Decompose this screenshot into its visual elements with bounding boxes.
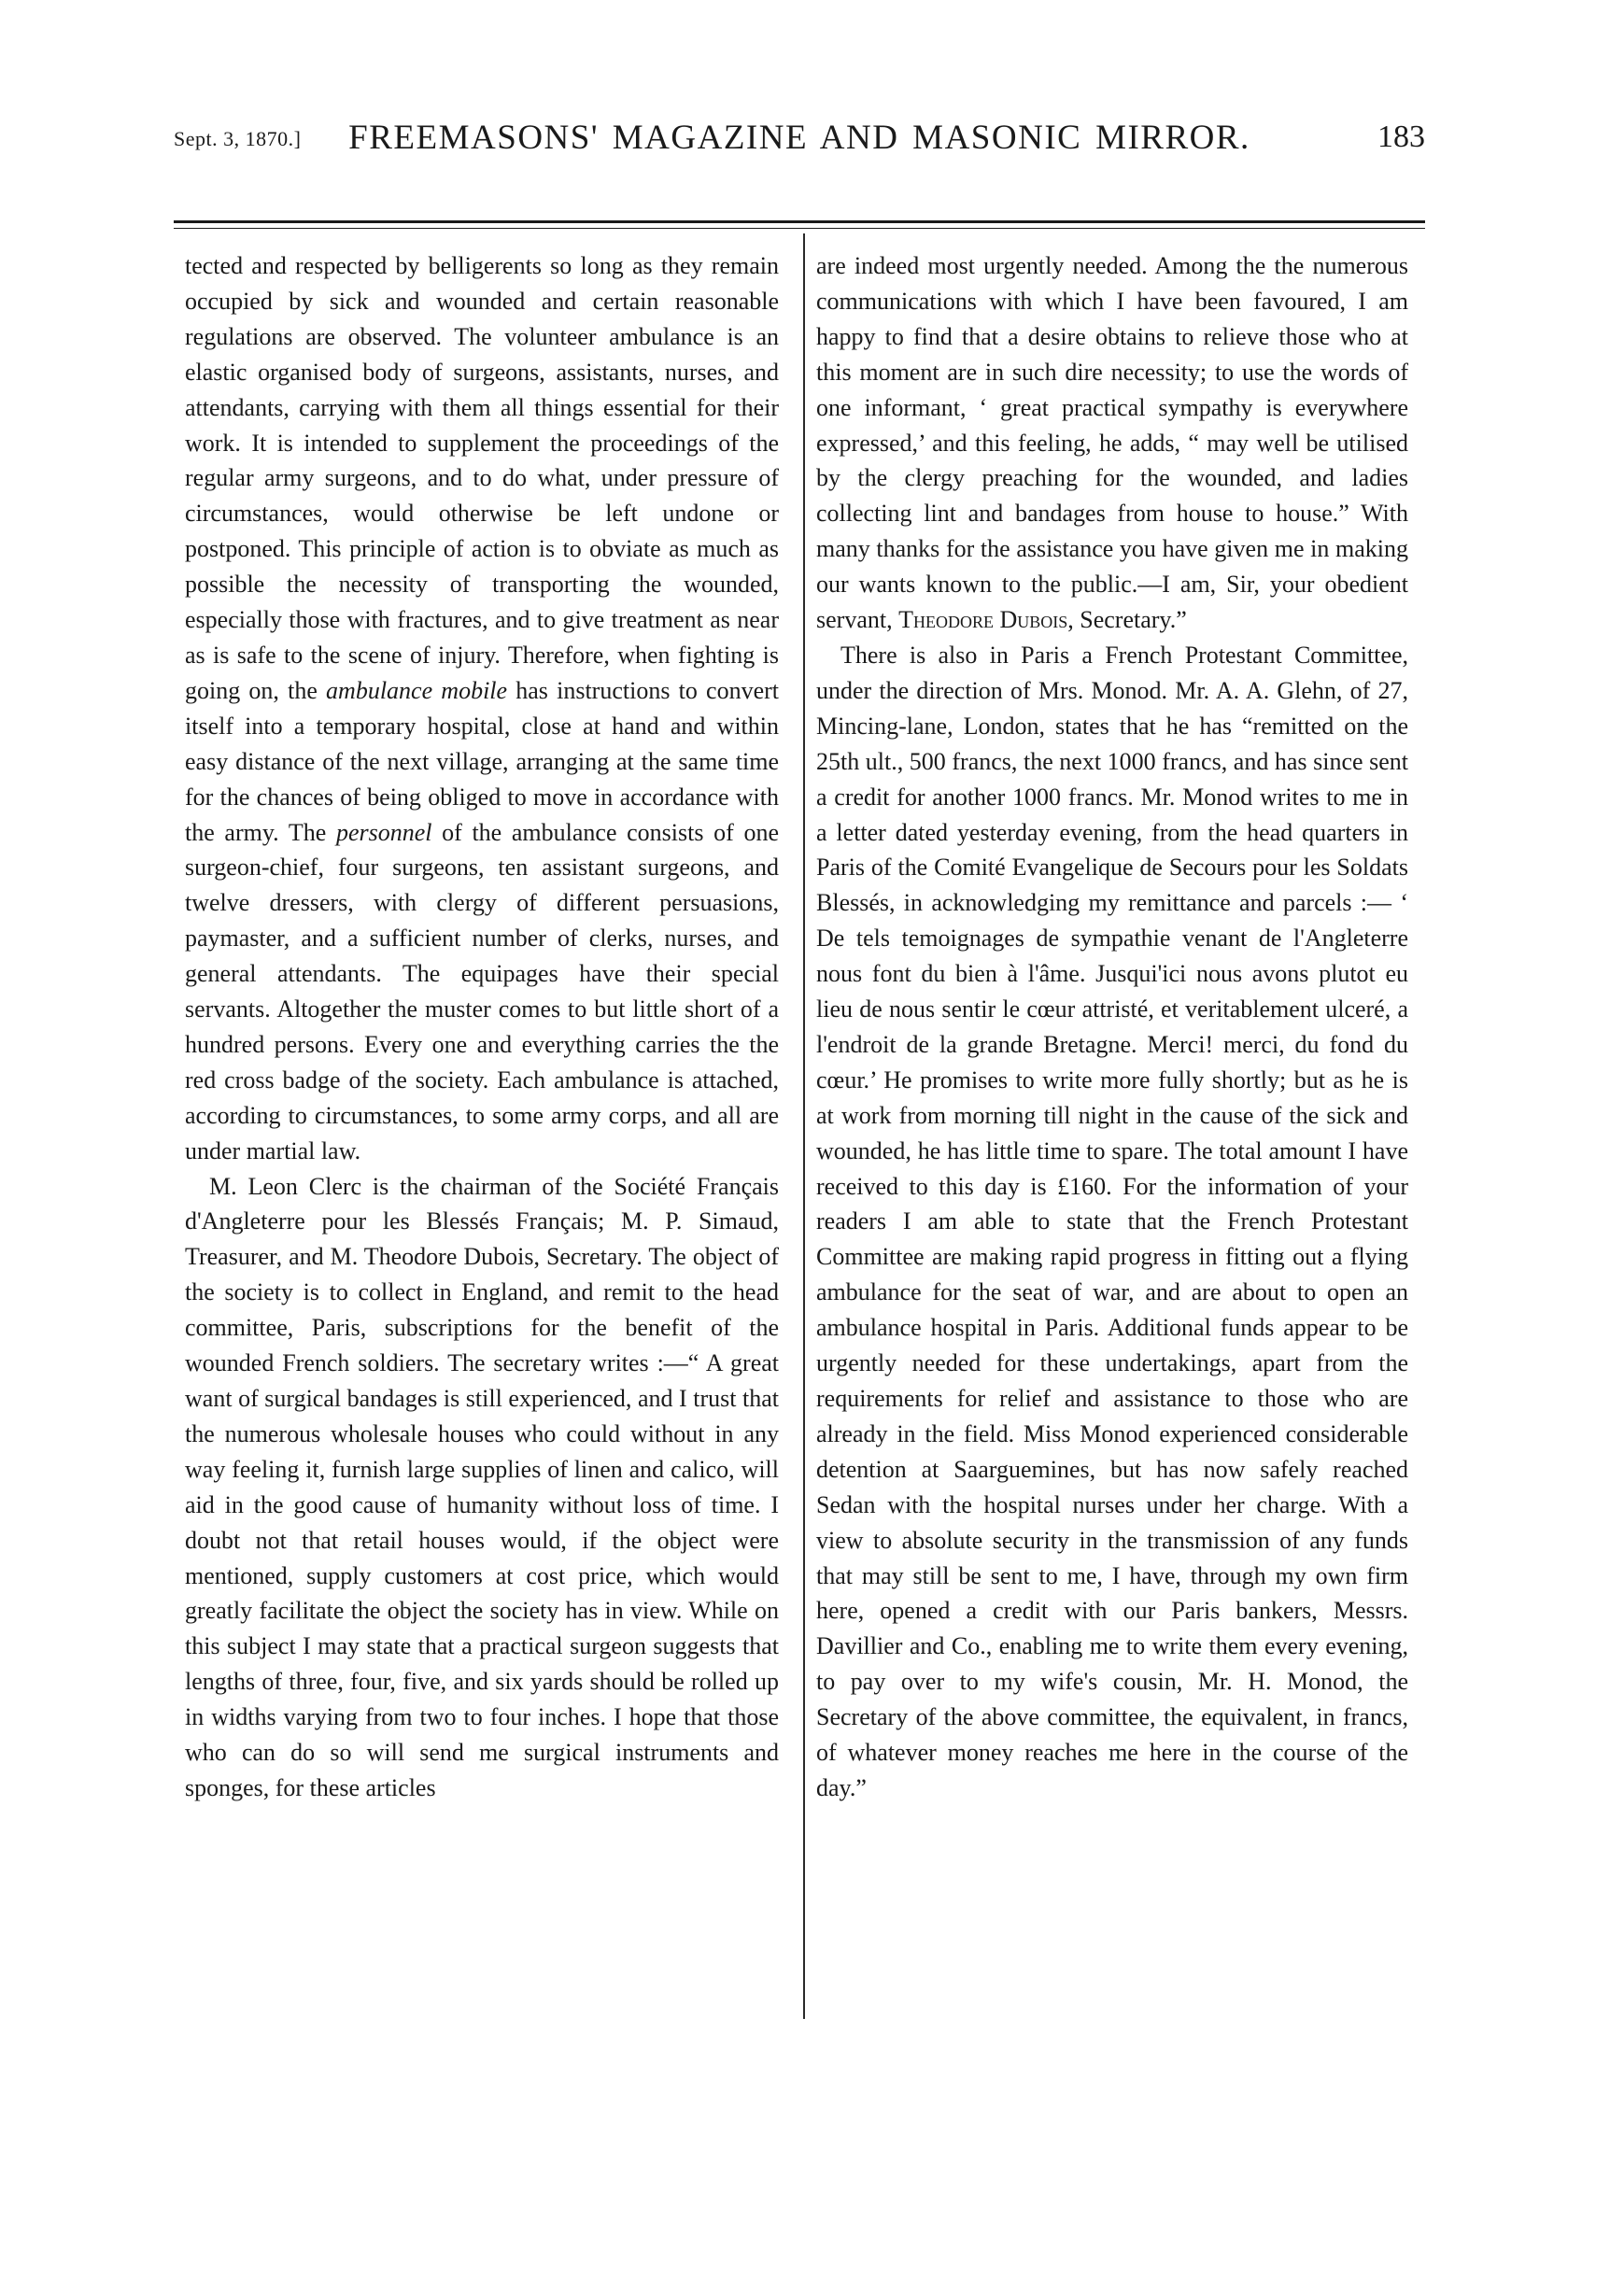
header-rule-thick <box>174 220 1425 223</box>
text-run: are indeed most urgently needed. Among the the numerous communications with which I have been favoured, I am happy to find that a desire obtains to relieve those who at this moment are in such dire necessity; to use the words of one informant, ‘ great practical sympathy is everywhere expressed,’ and this feeling, he adds, “ may well be utilised by the clergy preaching for the wounded, and ladies collecting lint and bandages from house to house.” With many thanks for the assistance you have given me in making our wants known to the public.—I am, Sir, your obedient servant, <box>816 252 1408 634</box>
text-run: of the ambulance consists of one surgeon-chief, four surgeons, ten assistant surgeons, and twelve dressers, with clergy of different persuasions, paymaster, and a sufficient number of clerks, nurses, and general attendants. The equipages have their special servants. Altogether the muster comes to but little short of a hundred persons. Every one and everything carries the the red cross badge of the society. Each ambulance is attached, according to circumstances, to some army corps, and all are under martial law. <box>185 818 780 1164</box>
italic-ambulance-mobile: ambulance mobile <box>326 676 508 704</box>
right-column <box>816 248 1408 1806</box>
paragraph-ambulance-description <box>185 248 779 1169</box>
magazine-title: FREEMASONS' MAGAZINE AND MASONIC MIRROR. <box>348 119 1250 157</box>
page-number: 183 <box>1377 120 1425 154</box>
text-run: tected and respected by belligerents so long as they remain occupied by sick and wounded and certain reasonable regulations are observed. The volunteer ambulance is an elastic organised body of surgeons, assistants, nurses, and attendants, carrying with them all things essential for their work. It is intended to supplement the proceedings of the regular army surgeons, and to do what, under pressure of circumstances, would otherwise be left undone or postponed. This principle of action is to obviate as much as possible the necessity of transporting the wounded, especially those with fractures, and to give treatment as near as is safe to the scene of injury. Therefore, when fighting is going on, the <box>185 252 779 704</box>
text-run: has instructions to convert itself into a temporary hospital, close at hand and within easy distance of the next village, arranging at the same time for the chances of being obliged to move in accordance with the army. The <box>185 676 779 846</box>
left-column <box>185 248 779 1806</box>
header-rule-thin <box>174 228 1425 229</box>
paragraph-letter-conclusion <box>816 248 1408 638</box>
signature-name: Theodore Dubois <box>898 606 1068 634</box>
text-run: , Secretary.” <box>1067 606 1187 634</box>
running-header <box>174 103 1425 159</box>
paragraph-society-officers: M. Leon Clerc is the chairman of the Société Français d'Angleterre pour les Blessés Français; M. P. Simaud, Treasurer, and M. Theodore Dubois, Secretary. The object of the society is to collect in England, and remit to the head committee, Paris, subscriptions for the benefit of the wounded French soldiers. The secretary writes :—“ A great want of surgical bandages is still experienced, and I trust that the numerous wholesale houses who could without in any way feeling it, furnish large supplies of linen and calico, will aid in the good cause of humanity without loss of time. I doubt not that retail houses would, if the object were mentioned, supply customers at cost price, which would greatly facilitate the object the society has in view. While on this subject I may state that a practical surgeon suggests that lengths of three, four, five, and six yards should be rolled up in widths varying from two to four inches. I hope that those who can do so will send me surgical instruments and sponges, for these articles <box>185 1172 779 1801</box>
paragraph-protestant-committee: There is also in Paris a French Protestant Committee, under the direction of Mrs. Monod. Mr. A. A. Glehn, of 27, Mincing-lane, London, states that he has “remitted on the 25th ult., 500 francs, the next 1000 francs, and has since sent a credit for another 1000 francs. Mr. Monod writes to me in a letter dated yesterday evening, from the head quarters in Paris of the Comité Evangelique de Secours pour les Soldats Blessés, in acknowledging my remittance and parcels :— ‘ De tels temoignages de sympathie venant de l'Angleterre nous font du bien à l'âme. Jusqui'ici nous avons plutot eu lieu de nous sentir le cœur attristé, et veritablement ulceré, a l'endroit de la grande Bretagne. Merci! merci, du fond du cœur.’ He promises to write more fully shortly; but as he is at work from morning till night in the cause of the sick and wounded, he has little time to spare. The total amount I have received to this day is £160. For the information of your readers I am able to state that the French Protestant Committee are making rapid progress in fitting out a flying ambulance for the seat of war, and are about to open an ambulance hospital in Paris. Additional funds appear to be urgently needed for these undertakings, apart from the requirements for relief and assistance to those who are already in the field. Miss Monod experienced considerable detention at Saarguemines, but has now safely reached Sedan with the hospital nurses under her charge. With a view to absolute security in the transmission of any funds that may still be sent to me, I have, through my own firm here, opened a credit with our Paris bankers, Messrs. Davillier and Co., enabling me to write them every evening, to pay over to my wife's cousin, Mr. H. Monod, the Secretary of the above committee, the equivalent, in francs, of whatever money reaches me here in the course of the day.” <box>816 641 1408 1801</box>
column-divider <box>803 233 805 2019</box>
issue-date: Sept. 3, 1870.] <box>174 127 302 150</box>
italic-personnel: personnel <box>335 818 432 846</box>
